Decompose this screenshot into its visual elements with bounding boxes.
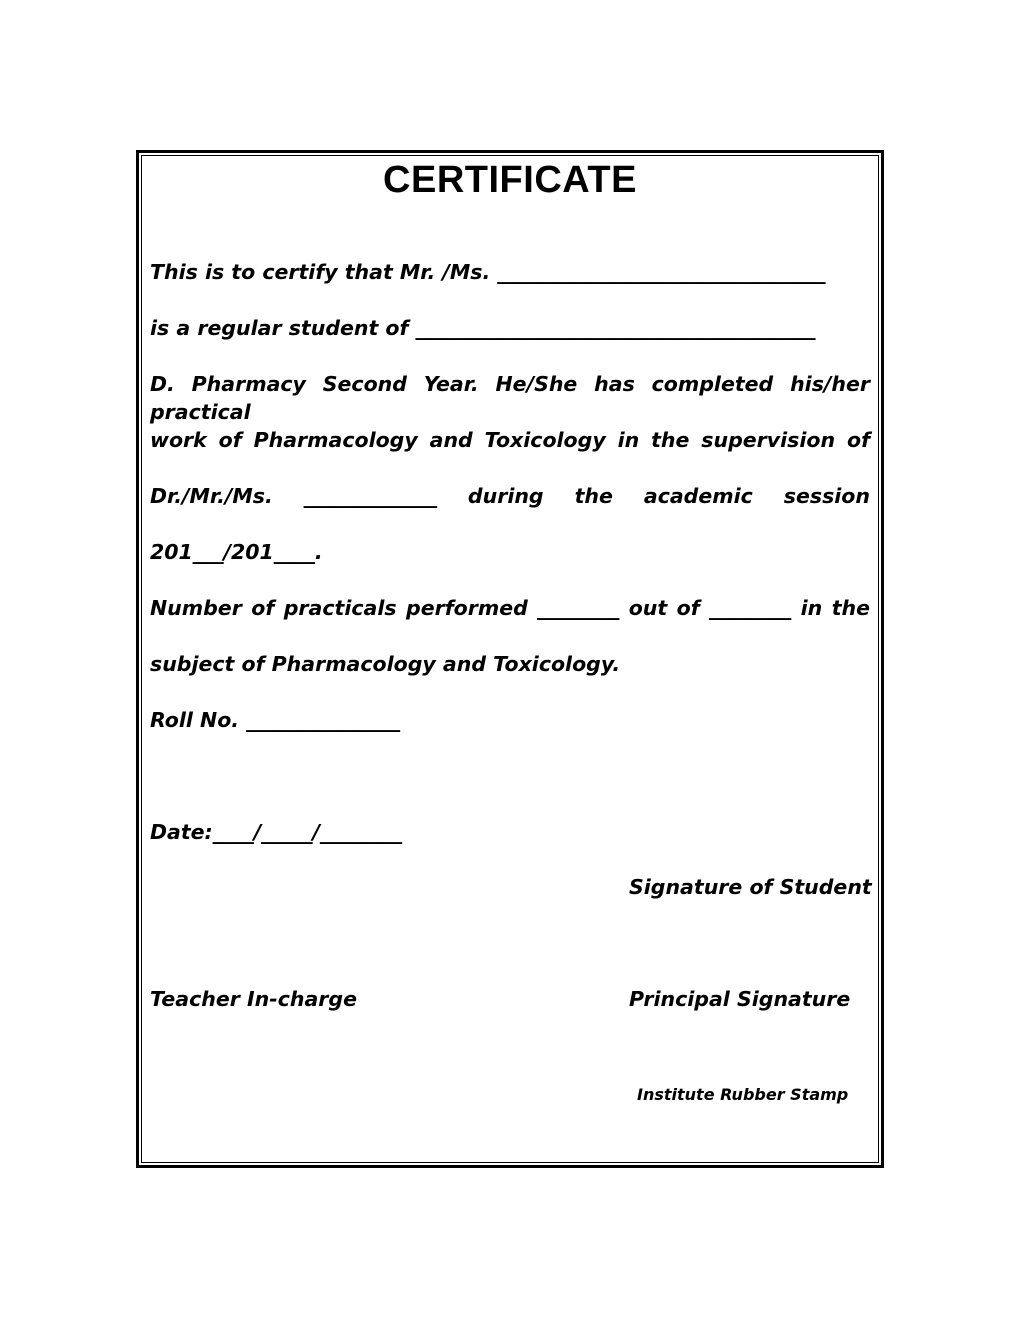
supervision-line: work of Pharmacology and Toxicology in the supervision of [150,428,870,452]
session-line: Dr./Mr./Ms. _____________ during the academic session [150,484,870,508]
roll-number-line: Roll No. _______________ [150,708,400,732]
date-line: Date:____/_____/________ [150,820,402,844]
certificate-title: CERTIFICATE [383,159,637,201]
session-years-line: 201___/201____. [150,540,323,564]
certify-name-line: This is to certify that Mr. /Ms. ________________________________ [150,260,826,284]
signature-of-student: Signature of Student [629,875,872,899]
teacher-incharge: Teacher In-charge [150,987,357,1011]
practicals-count-line: Number of practicals performed ________ out of ________ in the [150,596,870,620]
institute-rubber-stamp: Institute Rubber Stamp [637,1085,849,1104]
student-of-line: is a regular student of _______________________________________ [150,316,816,340]
subject-line: subject of Pharmacology and Toxicology. [150,652,621,676]
principal-signature: Principal Signature [629,987,851,1011]
course-line: D. Pharmacy Second Year. He/She has completed his/her practical [150,372,870,424]
